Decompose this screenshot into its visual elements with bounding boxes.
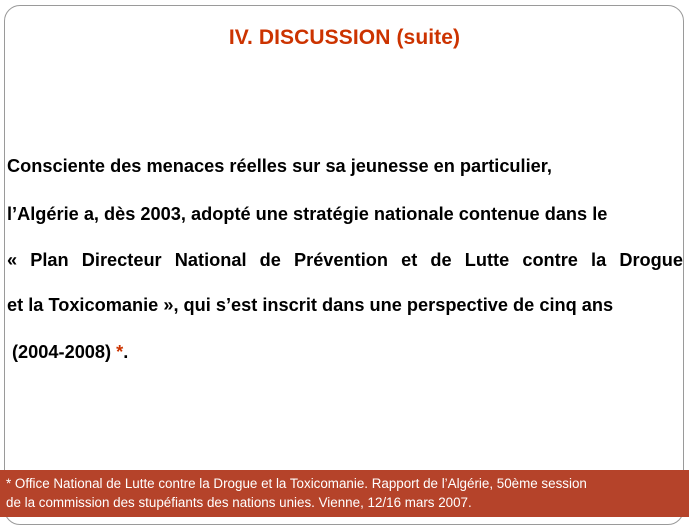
- footnote-bar: [0, 470, 689, 517]
- footnote-line-1: * Office National de Lutte contre la Drogue et la Toxicomanie. Rapport de l’Algérie, 50ème session: [6, 476, 587, 491]
- paragraph-line-4: et la Toxicomanie », qui s’est inscrit dans une perspective de cinq ans: [7, 295, 614, 315]
- footnote-line-2: de la commission des stupéfiants des nations unies. Vienne, 12/16 mars 2007.: [6, 495, 472, 510]
- period: .: [123, 342, 129, 362]
- paragraph-line-5: [12, 342, 688, 363]
- paragraph-line-3: « Plan Directeur National de Prévention et de Lutte contre la Drogue: [7, 250, 683, 270]
- footnote-marker: *: [116, 342, 124, 362]
- date-range: (2004-2008): [12, 342, 112, 362]
- paragraph-line-2: l’Algérie a, dès 2003, adopté une stratégie nationale contenue dans le: [7, 204, 608, 224]
- paragraph-line-1: Consciente des menaces réelles sur sa jeunesse en particulier,: [7, 156, 552, 176]
- slide-title: IV. DISCUSSION (suite): [228, 26, 461, 49]
